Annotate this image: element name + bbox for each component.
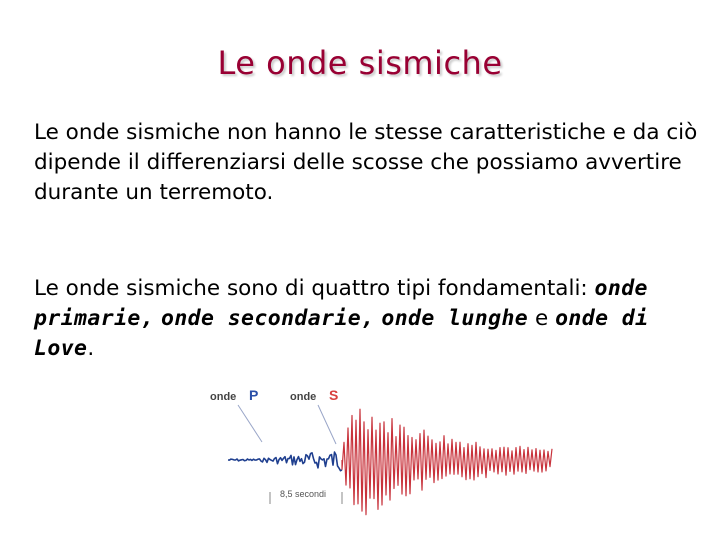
term-onde-primarie: onde primarie bbox=[34, 276, 648, 331]
term-onde-di-love: onde di Love bbox=[34, 306, 649, 361]
label-s: S bbox=[329, 387, 339, 403]
separator-comma-1: , bbox=[140, 306, 155, 331]
label-onde-s-word: onde bbox=[290, 391, 317, 403]
slide-title: Le onde sismiche bbox=[217, 44, 503, 82]
term-onde-secondarie: onde secondarie bbox=[160, 306, 362, 331]
pointer-line-p bbox=[238, 405, 262, 442]
paragraph-intro: Le onde sismiche non hanno le stesse caratteristiche e da ciò dipende il differenziarsi delle scosse che possiamo avvertire durante un terremoto. bbox=[34, 120, 698, 205]
paragraph-wave-types bbox=[34, 274, 710, 364]
pointer-line-s bbox=[318, 405, 336, 444]
wave-types-intro: Le onde sismiche sono di quattro tipi fondamentali: bbox=[34, 276, 588, 301]
seismogram-figure bbox=[200, 380, 560, 525]
label-p: P bbox=[249, 387, 259, 403]
s-wave-trace bbox=[342, 409, 552, 515]
seismogram-svg bbox=[200, 380, 560, 525]
paragraph-end-period: . bbox=[87, 336, 95, 361]
label-onde-p-word: onde bbox=[210, 391, 237, 403]
conjunction-e: e bbox=[534, 306, 549, 331]
separator-comma-2: , bbox=[361, 306, 375, 331]
term-onde-lunghe: onde lunghe bbox=[381, 306, 529, 331]
p-wave-trace bbox=[228, 452, 342, 471]
time-interval-label: 8,5 secondi bbox=[280, 489, 327, 499]
